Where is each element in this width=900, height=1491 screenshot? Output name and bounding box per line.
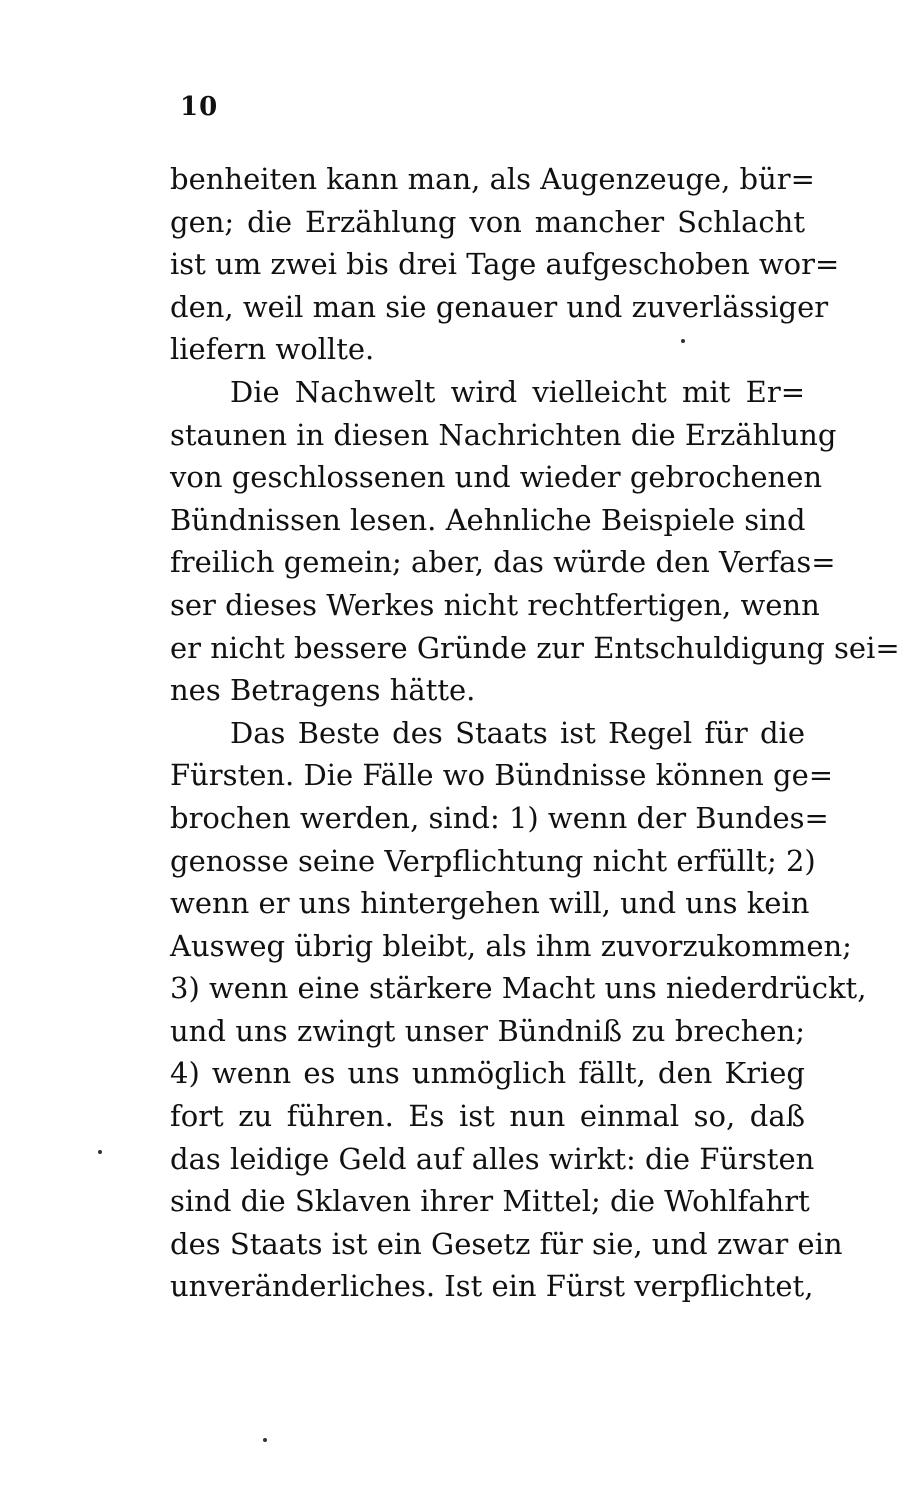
text-line: benheiten kann man, als Augenzeuge, bür= bbox=[170, 162, 815, 196]
text-line: Fürsten. Die Fälle wo Bündnisse können ge= bbox=[170, 758, 834, 793]
text-line: genosse seine Verpflichtung nicht erfüllt; 2) bbox=[170, 843, 816, 878]
text-line: wenn er uns hintergehen will, und uns kein bbox=[170, 886, 810, 921]
page-number: 10 bbox=[180, 92, 219, 122]
text-line: freilich gemein; aber, das würde den Verfas= bbox=[170, 545, 836, 580]
body-text bbox=[170, 158, 900, 1308]
text-line: von geschlossenen und wieder gebrochenen bbox=[170, 460, 823, 495]
text-line: ist um zwei bis drei Tage aufgeschoben wor= bbox=[170, 247, 840, 282]
text-line: unveränderliches. Ist ein Fürst verpflichtet, bbox=[170, 1269, 814, 1304]
text-line: des Staats ist ein Gesetz für sie, und zwar ein bbox=[170, 1226, 843, 1261]
text-line: fort zu führen. Es ist nun einmal so, daß bbox=[170, 1099, 805, 1134]
text-line: und uns zwingt unser Bündniß zu brechen; bbox=[170, 1013, 805, 1048]
text-line: Ausweg übrig bleibt, als ihm zuvorzukommen; bbox=[170, 928, 852, 963]
text-line: 3) wenn eine stärkere Macht uns niederdrückt, bbox=[170, 971, 867, 1006]
text-line: Die Nachwelt wird vielleicht mit Er= bbox=[230, 374, 805, 409]
speck-mark bbox=[263, 1438, 267, 1442]
text-line: gen; die Erzählung von mancher Schlacht bbox=[170, 204, 805, 239]
text-line: das leidige Geld auf alles wirkt: die Fürsten bbox=[170, 1141, 815, 1176]
text-line: sind die Sklaven ihrer Mittel; die Wohlfahrt bbox=[170, 1184, 810, 1219]
text-line: Bündnissen lesen. Aehnliche Beispiele sind bbox=[170, 502, 806, 537]
text-line: er nicht bessere Gründe zur Entschuldigung sei= bbox=[170, 630, 900, 665]
text-line: ser dieses Werkes nicht rechtfertigen, wenn bbox=[170, 587, 820, 622]
text-line: staunen in diesen Nachrichten die Erzählung bbox=[170, 417, 837, 452]
text-line: den, weil man sie genauer und zuverlässiger bbox=[170, 289, 829, 324]
text-line: brochen werden, sind: 1) wenn der Bundes= bbox=[170, 800, 829, 835]
text-line: 4) wenn es uns unmöglich fällt, den Krieg bbox=[170, 1056, 805, 1091]
speck-mark bbox=[681, 339, 685, 343]
text-line: nes Betragens hätte. bbox=[170, 673, 476, 708]
text-line: liefern wollte. bbox=[170, 332, 375, 367]
speck-mark bbox=[98, 1150, 102, 1154]
text-line: Das Beste des Staats ist Regel für die bbox=[230, 715, 805, 750]
